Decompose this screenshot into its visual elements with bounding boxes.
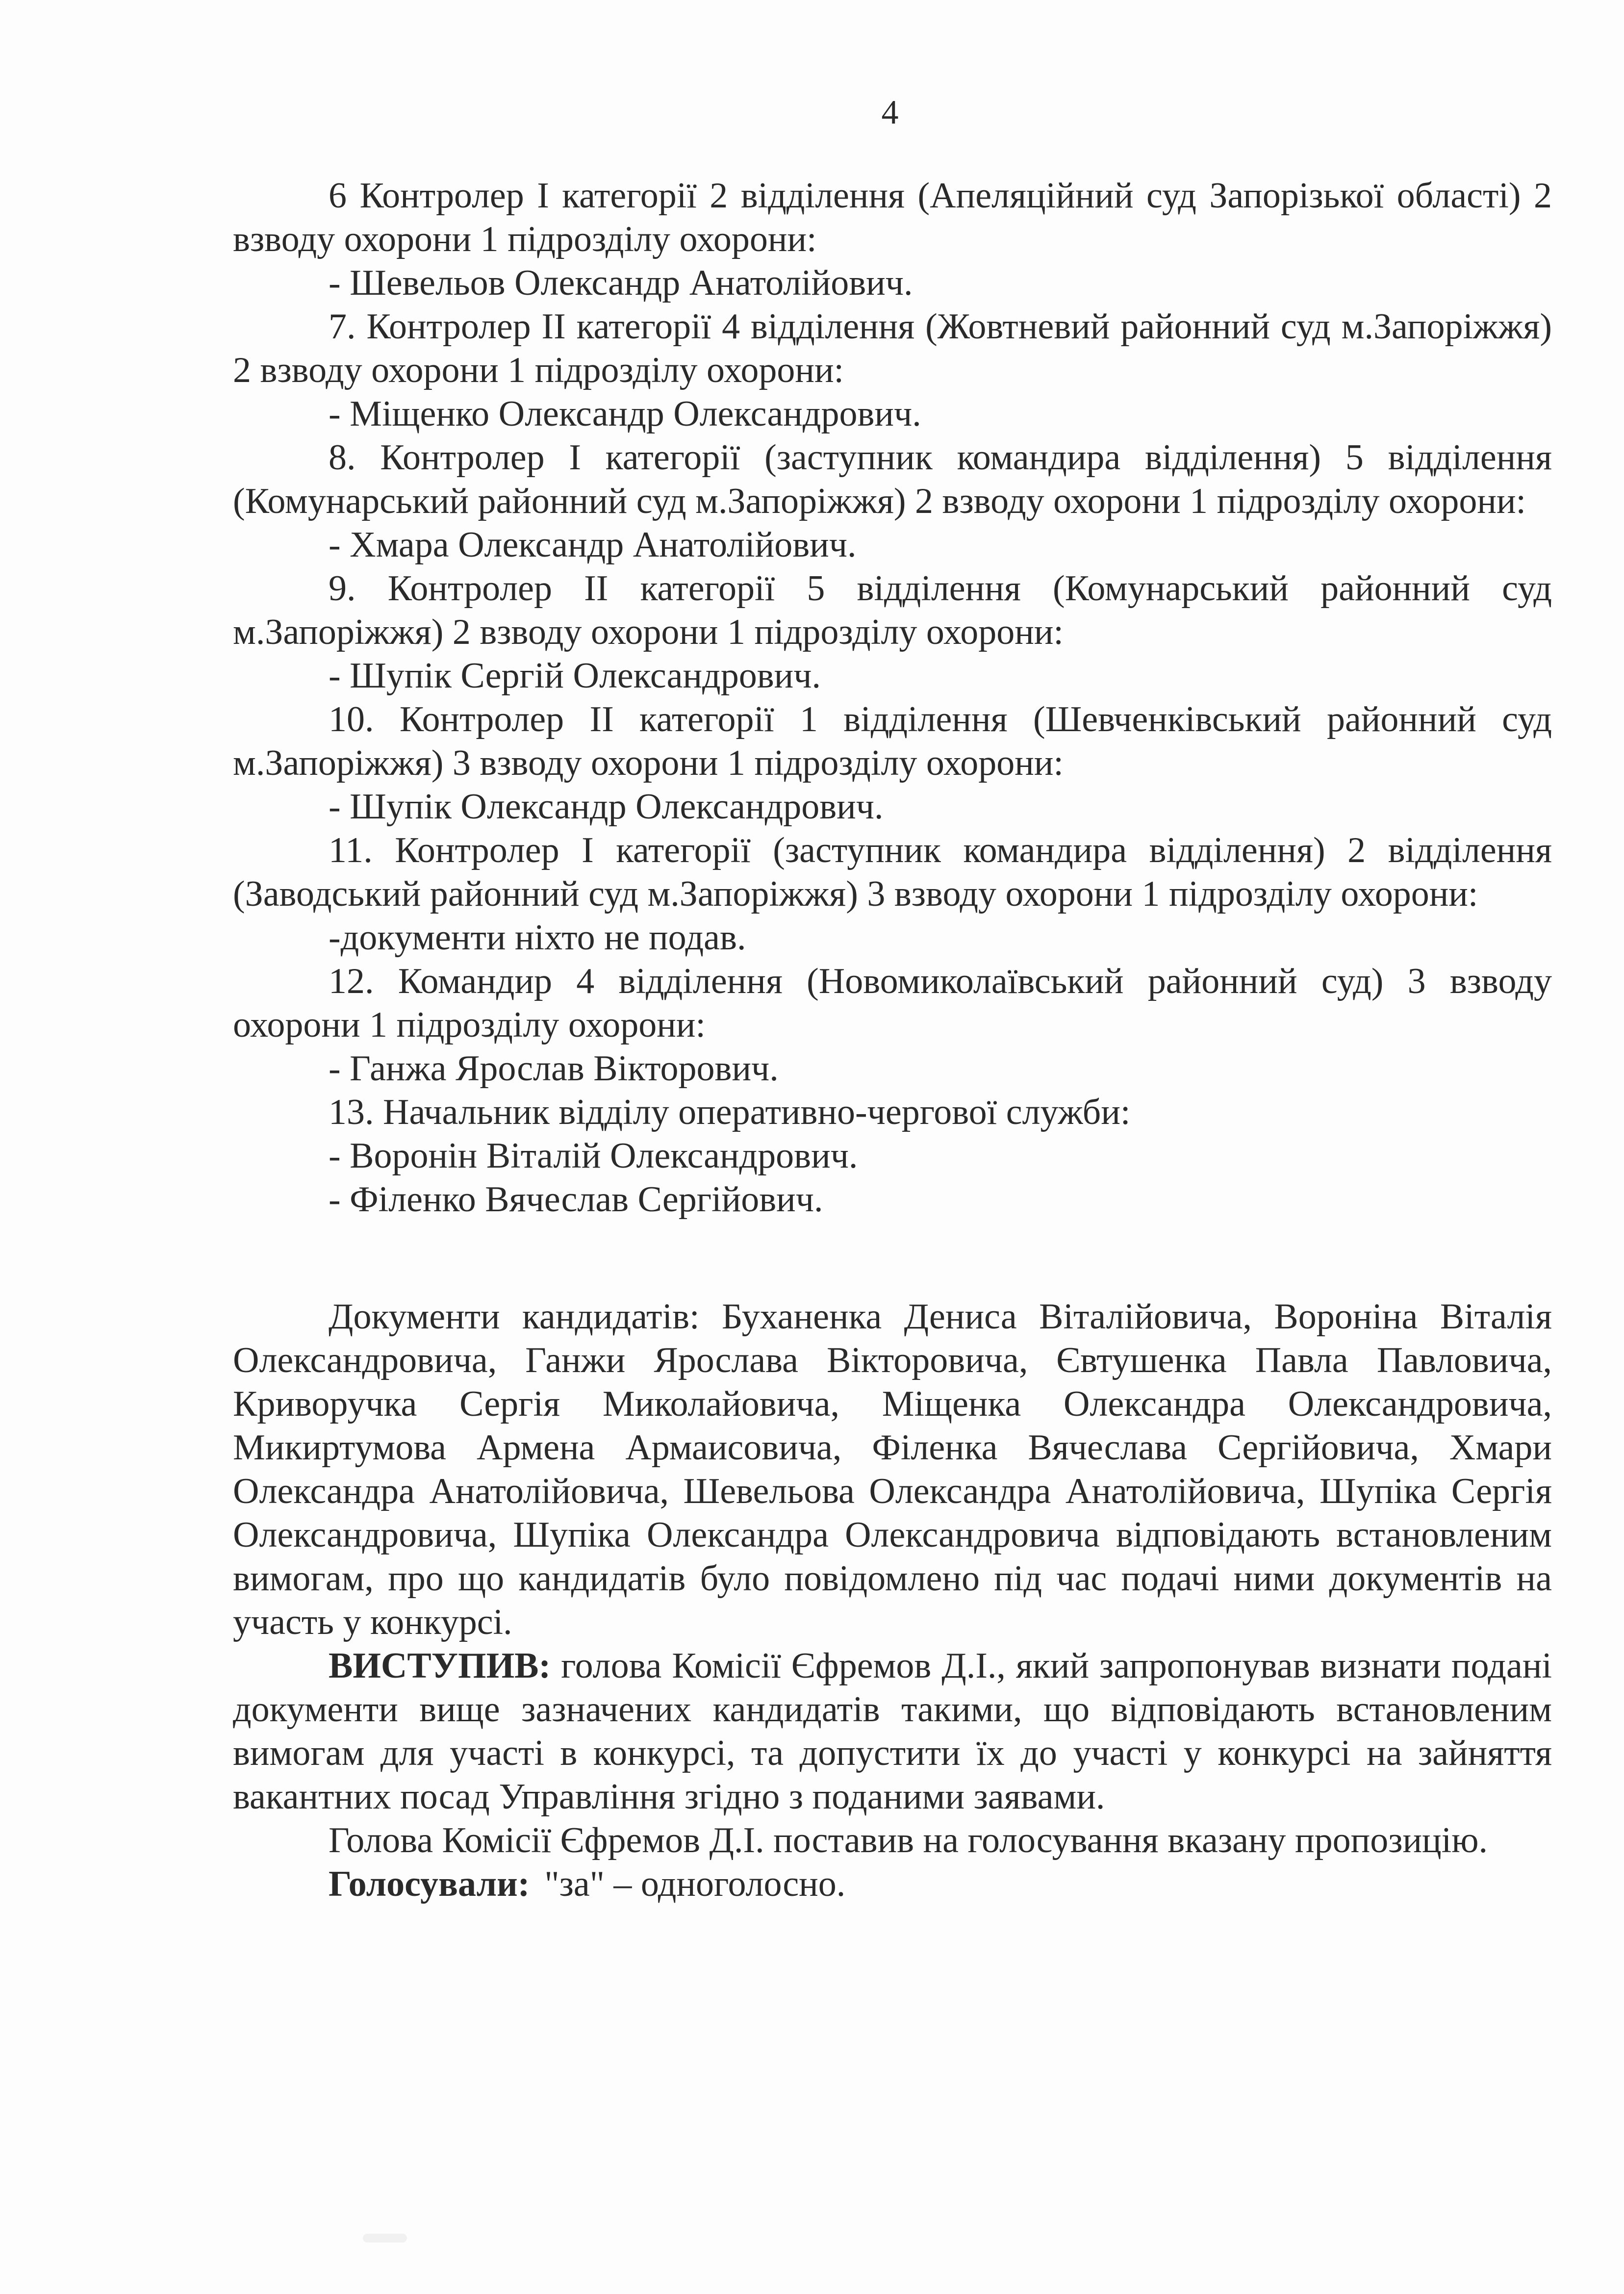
position-description: 7. Контролер II категорії 4 відділення (Жовтневий районний суд м.Запоріжжя) 2 взводу охорони 1 підрозділу охорони:: [233, 306, 1552, 390]
position-item: [233, 960, 1552, 1091]
speech-label: ВИСТУПИВ:: [329, 1646, 551, 1686]
position-item: [233, 1091, 1552, 1222]
candidate-name: - Шупік Сергій Олександрович.: [329, 656, 821, 696]
position-description: 10. Контролер II категорії 1 відділення (Шевченківський районний суд м.Запоріжжя) 3 взводу охорони 1 підрозділу охорони:: [233, 699, 1552, 783]
position-item: [233, 436, 1552, 567]
scan-artifact: [363, 2234, 407, 2243]
paragraph-gap: [233, 1222, 1552, 1295]
position-description: 6 Контролер I категорії 2 відділення (Апеляційний суд Запорізької області) 2 взводу охорони 1 підрозділу охорони:: [233, 176, 1552, 259]
speech-text: голова Комісії Єфремов Д.І., який запропонував визнати подані документи вище зазначених кандидатів такими, що відповідають встановленим вимогам для участі в конкурсі, та допустити їх до участі у конкурсі на зайняття вакантних посад Управління згідно з поданими заявами.: [233, 1646, 1552, 1817]
document-body: [233, 174, 1552, 1906]
position-item: [233, 567, 1552, 698]
vote-proposal-paragraph: Голова Комісії Єфремов Д.І. поставив на голосування вказану пропозицію.: [329, 1820, 1488, 1861]
page-number: 4: [881, 94, 899, 131]
position-description: 11. Контролер I категорії (заступник командира відділення) 2 відділення (Заводський районний суд м.Запоріжжя) 3 взводу охорони 1 підрозділу охорони:: [233, 830, 1552, 914]
candidate-name: - Філенко Вячеслав Сергійович.: [329, 1179, 823, 1220]
candidate-name: - Шевельов Олександр Анатолійович.: [329, 263, 913, 303]
vote-result: "за" – одноголосно.: [544, 1864, 846, 1904]
candidate-name: -документи ніхто не подав.: [329, 918, 746, 958]
vote-result-line: [233, 1862, 1552, 1906]
position-item: [233, 829, 1552, 960]
speech-paragraph: [233, 1644, 1552, 1819]
candidate-name: - Міщенко Олександр Олександрович.: [329, 394, 921, 434]
position-description: 13. Начальник відділу оперативно-чергової служби:: [329, 1092, 1131, 1132]
position-description: 12. Командир 4 відділення (Новомиколаївський районний суд) 3 взводу охорони 1 підрозділу охорони:: [233, 961, 1552, 1045]
position-description: 9. Контролер II категорії 5 відділення (Комунарський районний суд м.Запоріжжя) 2 взводу охорони 1 підрозділу охорони:: [233, 568, 1552, 652]
candidate-name: - Хмара Олександр Анатолійович.: [329, 525, 857, 565]
position-description: 8. Контролер I категорії (заступник командира відділення) 5 відділення (Комунарський районний суд м.Запоріжжя) 2 взводу охорони 1 підрозділу охорони:: [233, 437, 1552, 521]
position-item: [233, 698, 1552, 829]
candidate-name: - Воронін Віталій Олександрович.: [329, 1136, 858, 1176]
position-item: [233, 174, 1552, 305]
documents-paragraph: Документи кандидатів: Буханенка Дениса Віталійовича, Вороніна Віталія Олександровича, Ганжи Ярослава Вікторовича, Євтушенка Павла Павловича, Криворучка Сергія Миколайовича, Міщенка Олександра Олександровича, Микиртумова Армена Армаисовича, Філенка Вячеслава Сергійовича, Хмари Олександра Анатолійовича, Шевельова Олександра Анатолійовича, Шупіка Сергія Олександровича, Шупіка Олександра Олександровича відповідають встановленим вимогам, про що кандидатів було повідомлено під час подачі ними документів на участь у конкурсі.: [233, 1297, 1552, 1642]
vote-label: Голосували:: [329, 1864, 530, 1904]
candidate-name: - Ганжа Ярослав Вікторович.: [329, 1048, 779, 1089]
candidate-name: - Шупік Олександр Олександрович.: [329, 787, 884, 827]
position-item: [233, 305, 1552, 436]
